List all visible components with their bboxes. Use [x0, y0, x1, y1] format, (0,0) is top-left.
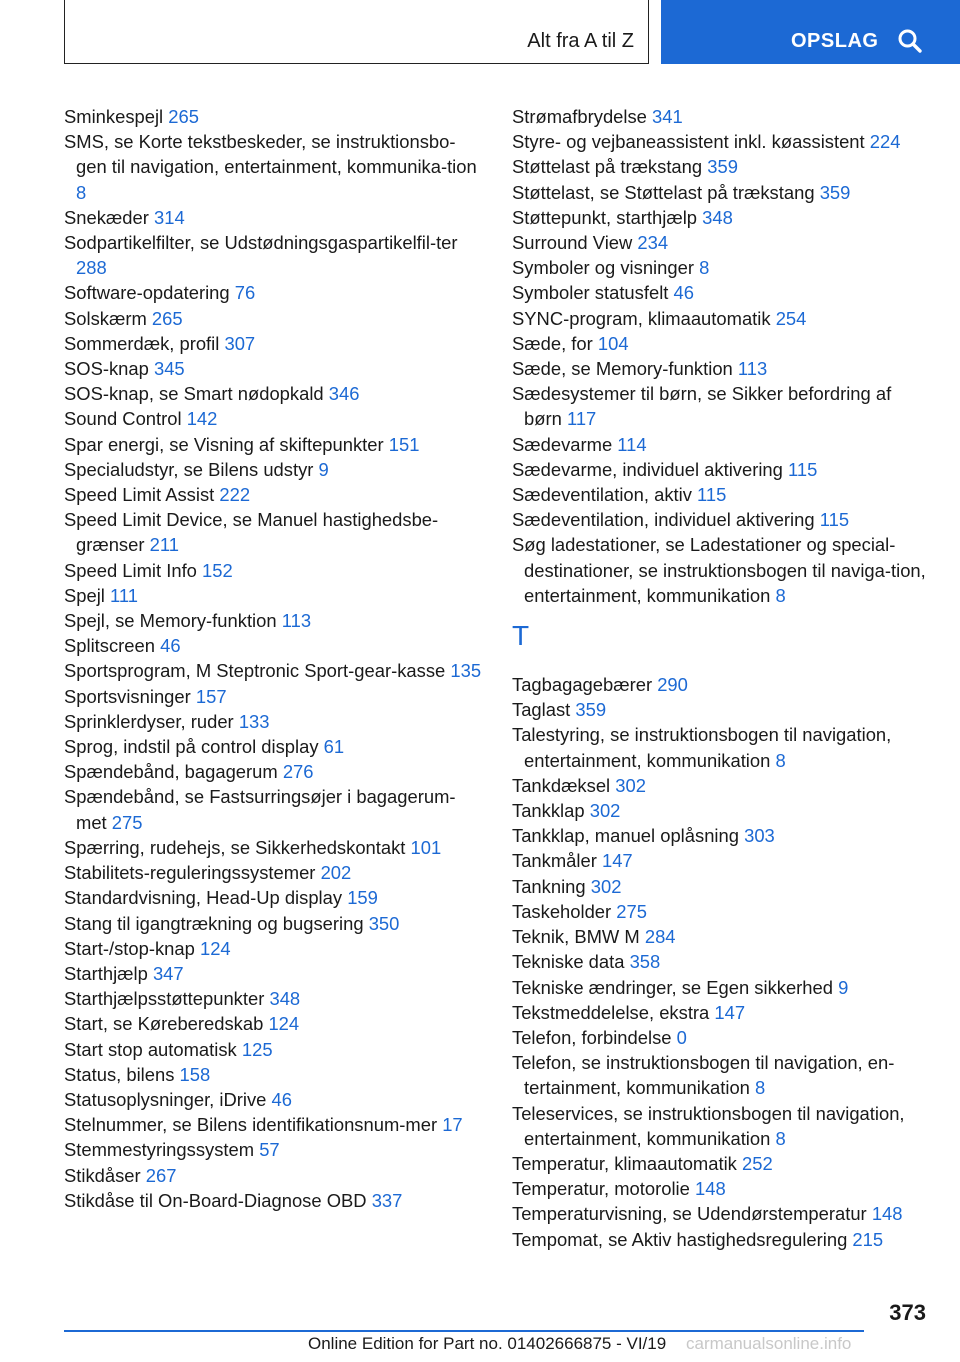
index-entry-text: Symboler statusfelt	[512, 282, 669, 304]
index-entry-text: Spændebånd, bagagerum	[64, 761, 278, 783]
index-entry	[64, 583, 484, 608]
index-entry-text: Sprog, indstil på control display	[64, 736, 319, 758]
index-entry-text: Start-/stop-knap	[64, 937, 195, 959]
page-link[interactable]: 359	[819, 181, 851, 203]
page-link[interactable]: 46	[673, 282, 694, 304]
index-entry-text: Spændebånd, se Fastsurringsøjer i bagagerum-met	[64, 786, 456, 833]
page-link[interactable]: 275	[111, 811, 143, 833]
page-link[interactable]: 284	[644, 926, 676, 948]
index-entry-text: SMS, se Korte tekstbeskeder, se instruktionsbo-gen til navigation, entertainment, kommunika-tion	[64, 131, 477, 178]
page-link[interactable]: 347	[152, 962, 184, 984]
index-entry-text: Temperatur, motorolie	[512, 1178, 690, 1200]
index-entry	[512, 1050, 932, 1100]
page-link[interactable]: 133	[238, 710, 270, 732]
page-link[interactable]: 9	[318, 458, 329, 480]
index-entry-text: Taglast	[512, 699, 571, 721]
index-group-t	[512, 672, 932, 1252]
index-entry	[64, 608, 484, 633]
index-entry	[64, 658, 484, 683]
index-entry	[64, 280, 484, 305]
index-entry	[512, 306, 932, 331]
page-link[interactable]: 17	[442, 1114, 463, 1136]
index-entry	[512, 180, 932, 205]
page-link[interactable]: 358	[629, 951, 661, 973]
page-link[interactable]: 135	[450, 660, 482, 682]
index-entry-text: Sminkespejl	[64, 106, 164, 127]
page-link[interactable]: 314	[153, 206, 185, 228]
index-entry-text: Stikdåse til On-Board-Diagnose OBD	[64, 1189, 367, 1211]
page-link[interactable]: 302	[615, 774, 646, 796]
page-link[interactable]: 303	[744, 825, 775, 847]
index-entry-text: Sædesystemer til børn, se Sikker befordring af børn	[512, 383, 892, 430]
page-link[interactable]: 345	[153, 358, 185, 380]
index-entry-text: Symboler og visninger	[512, 257, 694, 279]
page-link[interactable]: 234	[637, 232, 669, 254]
index-entry	[512, 899, 932, 924]
page-link[interactable]: 346	[328, 383, 360, 405]
index-entry-text: Sprinklerdyser, ruder	[64, 710, 234, 732]
index-entry	[64, 306, 484, 331]
tab-opslag[interactable]	[661, 0, 960, 64]
page-link[interactable]: 124	[268, 1013, 300, 1035]
page-link[interactable]: 267	[145, 1164, 177, 1186]
index-entry	[512, 1201, 932, 1226]
page-link[interactable]: 147	[714, 1001, 746, 1023]
page-link[interactable]: 113	[737, 358, 768, 380]
tab-alt-fra-a-til-z[interactable]	[64, 0, 649, 64]
index-entry-text: Sportsprogram, M Steptronic Sport-gear-kasse	[64, 660, 446, 682]
index-entry	[64, 1037, 484, 1062]
page-link[interactable]: 101	[410, 836, 442, 858]
index-entry	[64, 1087, 484, 1112]
index-entry	[64, 885, 484, 910]
index-entry-text: Snekæder	[64, 206, 149, 228]
page-link[interactable]: 224	[869, 131, 901, 153]
page-link[interactable]: 114	[617, 433, 647, 455]
page-link[interactable]: 337	[371, 1189, 403, 1211]
page-link[interactable]: 159	[347, 887, 378, 909]
index-entry	[64, 104, 484, 129]
index-entry-text: Spejl	[64, 584, 105, 606]
page-link[interactable]: 275	[616, 900, 647, 922]
index-entry	[512, 280, 932, 305]
page-link[interactable]: 151	[388, 433, 420, 455]
index-entry-text: Sound Control	[64, 408, 182, 430]
index-entry-text: Temperatur, klimaautomatik	[512, 1152, 737, 1174]
page-link[interactable]: 348	[269, 988, 301, 1010]
index-entry	[64, 911, 484, 936]
index-entry-text: Styre- og vejbaneassistent inkl. køassistent	[512, 131, 865, 153]
index-entry-text: Telefon, forbindelse	[512, 1026, 672, 1048]
index-entry	[512, 457, 932, 482]
index-entry-text: Status, bilens	[64, 1063, 175, 1085]
index-entry	[64, 558, 484, 583]
search-icon	[897, 28, 923, 54]
page-link[interactable]: 307	[224, 332, 256, 354]
index-entry-text: Stikdåser	[64, 1164, 141, 1186]
index-entry-text: Tankklap, manuel oplåsning	[512, 825, 739, 847]
page-link[interactable]: 211	[149, 534, 179, 556]
page-link[interactable]: 252	[742, 1152, 773, 1174]
index-entry	[64, 507, 484, 557]
index-entry-text: Sædeventilation, individuel aktivering	[512, 509, 815, 531]
index-entry-text: Start stop automatisk	[64, 1038, 237, 1060]
page-link[interactable]: 8	[76, 181, 87, 203]
page-link[interactable]: 111	[110, 584, 138, 606]
page-link[interactable]: 302	[589, 800, 621, 822]
page-link[interactable]: 158	[179, 1063, 211, 1085]
index-entry	[512, 331, 932, 356]
index-entry	[512, 104, 932, 129]
index-entry	[64, 684, 484, 709]
index-entry	[512, 205, 932, 230]
page-link[interactable]: 350	[368, 912, 400, 934]
index-entry	[512, 230, 932, 255]
index-entry-text: Støttelast på trækstang	[512, 156, 703, 178]
index-entry	[64, 1163, 484, 1188]
page-link[interactable]: 142	[186, 408, 218, 430]
index-entry-text: Sædevarme, individuel aktivering	[512, 458, 783, 480]
page-link[interactable]: 341	[652, 106, 683, 127]
index-entry	[64, 406, 484, 431]
index-entry	[512, 255, 932, 280]
index-entry	[512, 672, 932, 697]
page-link[interactable]: 8	[775, 1127, 786, 1149]
index-entry-text: Strømafbrydelse	[512, 106, 647, 127]
index-entry	[64, 129, 484, 205]
watermark-text: carmanualsonline.info	[686, 1334, 852, 1353]
index-entry-text: Tankning	[512, 875, 586, 897]
index-entry-text: Taskeholder	[512, 900, 612, 922]
index-entry	[64, 986, 484, 1011]
index-entry	[512, 823, 932, 848]
index-entry	[64, 860, 484, 885]
index-entry-text: Speed Limit Info	[64, 559, 197, 581]
index-entry	[512, 507, 932, 532]
index-entry-text: Splitscreen	[64, 635, 155, 657]
footer-divider	[64, 1330, 864, 1332]
page-link[interactable]: 8	[775, 584, 786, 606]
tab-opslag-label: OPSLAG	[791, 30, 879, 52]
page-link[interactable]: 104	[597, 332, 629, 354]
index-entry	[64, 835, 484, 860]
page-link[interactable]: 115	[788, 458, 818, 480]
index-entry	[64, 1188, 484, 1213]
index-entry	[512, 848, 932, 873]
page-link[interactable]: 115	[697, 484, 727, 506]
index-entry	[64, 936, 484, 961]
page-link[interactable]: 202	[320, 862, 352, 884]
page-link[interactable]: 8	[755, 1077, 766, 1099]
index-entry-text: Sportsvisninger	[64, 685, 191, 707]
index-entry	[512, 381, 932, 431]
page-header	[0, 0, 960, 70]
index-entry	[512, 1227, 932, 1252]
index-entry-text: SYNC-program, klimaautomatik	[512, 307, 771, 329]
index-entry-text: Tankmåler	[512, 850, 597, 872]
index-entry	[512, 798, 932, 823]
index-entry	[64, 381, 484, 406]
index-entry	[64, 961, 484, 986]
page-link[interactable]: 148	[871, 1203, 903, 1225]
index-group-s-continued	[512, 104, 932, 608]
index-entry-text: Stelnummer, se Bilens identifikationsnum-mer	[64, 1114, 438, 1136]
index-entry	[64, 709, 484, 734]
page-link[interactable]: 290	[657, 674, 688, 696]
section-letter-t: T	[512, 620, 530, 652]
index-entry-text: Surround View	[512, 232, 633, 254]
index-entry	[512, 1101, 932, 1151]
index-entry-text: Talestyring, se instruktionsbogen til navigation, entertainment, kommunikation	[512, 724, 892, 771]
page-link[interactable]: 157	[195, 685, 227, 707]
index-entry	[64, 432, 484, 457]
index-entry-text: Søg ladestationer, se Ladestationer og special-destinationer, se instruktionsbogen til naviga-tion, entertainment, kommunikation	[512, 534, 926, 606]
index-entry	[64, 1112, 484, 1137]
index-entry-text: Tankklap	[512, 800, 585, 822]
page-link[interactable]: 9	[838, 976, 849, 998]
index-entry	[64, 331, 484, 356]
index-entry	[64, 759, 484, 784]
index-entry-text: Start, se Køreberedskab	[64, 1013, 264, 1035]
index-column-left	[64, 104, 484, 1213]
index-entry	[64, 457, 484, 482]
page-link[interactable]: 8	[699, 257, 710, 279]
page-link[interactable]: 113	[281, 610, 312, 632]
index-entry-text: Tekniske data	[512, 951, 625, 973]
page-link[interactable]: 359	[575, 699, 607, 721]
page-link[interactable]: 147	[601, 850, 633, 872]
index-entry-text: Sodpartikelfilter, se Udstødningsgaspartikelfil-ter	[64, 232, 458, 254]
page-link[interactable]: 152	[202, 559, 233, 581]
index-entry-text: Speed Limit Assist	[64, 484, 215, 506]
index-entry-text: Tekstmeddelelse, ekstra	[512, 1001, 710, 1023]
index-entry-text: Specialudstyr, se Bilens udstyr	[64, 458, 314, 480]
index-column-right	[512, 104, 932, 1252]
page-link[interactable]: 76	[234, 282, 256, 304]
index-entry-text: Speed Limit Device, se Manuel hastighedsbe-grænser	[64, 509, 439, 556]
index-entry	[64, 230, 484, 280]
page-link[interactable]: 359	[707, 156, 738, 178]
index-entry-text: Starthjælpsstøttepunkter	[64, 988, 265, 1010]
index-entry-text: Teknik, BMW M	[512, 926, 640, 948]
index-entry-text: Statusoplysninger, iDrive	[64, 1088, 267, 1110]
index-entry-text: Tekniske ændringer, se Egen sikkerhed	[512, 976, 833, 998]
index-entry-text: Temperaturvisning, se Udendørstemperatur	[512, 1203, 867, 1225]
index-entry-text: Støttepunkt, starthjælp	[512, 206, 698, 228]
index-entry-text: Starthjælp	[64, 962, 148, 984]
page-link[interactable]: 148	[694, 1178, 726, 1200]
index-entry-text: Sædevarme	[512, 433, 613, 455]
page-link[interactable]: 265	[168, 106, 199, 127]
index-entry-text: SOS-knap, se Smart nødopkald	[64, 383, 324, 405]
index-entry-text: Software-opdatering	[64, 282, 230, 304]
index-entry-text: Spar energi, se Visning af skiftepunkter	[64, 433, 384, 455]
index-entry	[64, 482, 484, 507]
index-entry-text: Stemmestyringssystem	[64, 1139, 255, 1161]
index-entry	[64, 1062, 484, 1087]
page-link[interactable]: 215	[852, 1228, 884, 1250]
index-entry	[512, 356, 932, 381]
index-entry	[512, 1000, 932, 1025]
page-link[interactable]: 57	[259, 1139, 280, 1161]
index-entry-text: Sædeventilation, aktiv	[512, 484, 692, 506]
index-entry-text: Stabilitets-reguleringssystemer	[64, 862, 316, 884]
index-entry	[64, 356, 484, 381]
index-entry-text: Standardvisning, Head-Up display	[64, 887, 343, 909]
index-entry-text: Solskærm	[64, 307, 147, 329]
index-entry	[512, 975, 932, 1000]
page-link[interactable]: 222	[219, 484, 251, 506]
index-entry	[512, 482, 932, 507]
index-entry	[64, 734, 484, 759]
index-entry	[512, 129, 932, 154]
index-entry	[512, 1176, 932, 1201]
index-entry	[512, 532, 932, 608]
index-entry	[512, 722, 932, 772]
page-link[interactable]: 348	[702, 206, 733, 228]
tab-az-label: Alt fra A til Z	[527, 30, 634, 52]
index-entry	[512, 924, 932, 949]
page-link[interactable]: 46	[160, 635, 181, 657]
index-entry	[64, 784, 484, 834]
index-entry-text: Tempomat, se Aktiv hastighedsregulering	[512, 1228, 848, 1250]
page-link[interactable]: 0	[676, 1026, 687, 1048]
index-entry-text: Tankdæksel	[512, 774, 611, 796]
index-entry	[512, 1151, 932, 1176]
index-entry	[64, 205, 484, 230]
index-entry	[64, 1137, 484, 1162]
page-link[interactable]: 117	[566, 408, 597, 430]
page-link[interactable]: 46	[271, 1088, 292, 1110]
page-link[interactable]: 8	[775, 749, 786, 771]
index-entry-text: Sæde, se Memory-funktion	[512, 358, 733, 380]
index-entry-text: SOS-knap	[64, 358, 149, 380]
index-entry-text: Telefon, se instruktionsbogen til navigation, en-tertainment, kommunikation	[512, 1052, 895, 1099]
edition-text: Online Edition for Part no. 01402666875 - VI/19	[308, 1334, 667, 1353]
index-entry	[512, 154, 932, 179]
index-entry-text: Stang til igangtrækning og bugsering	[64, 912, 364, 934]
page-link[interactable]: 276	[282, 761, 314, 783]
page-link[interactable]: 124	[199, 937, 231, 959]
index-entry	[512, 874, 932, 899]
index-entry-text: Spærring, rudehejs, se Sikkerhedskontakt	[64, 836, 406, 858]
index-entry-text: Spejl, se Memory-funktion	[64, 610, 277, 632]
page-link[interactable]: 115	[819, 509, 850, 531]
index-entry	[64, 633, 484, 658]
page-link[interactable]: 288	[76, 257, 107, 279]
index-entry-text: Teleservices, se instruktionsbogen til navigation, entertainment, kommunikation	[512, 1102, 905, 1149]
page-link[interactable]: 125	[241, 1038, 273, 1060]
page-link[interactable]: 302	[590, 875, 622, 897]
page-link[interactable]: 61	[323, 736, 345, 758]
index-entry	[512, 773, 932, 798]
index-entry	[512, 432, 932, 457]
page-number: 373	[889, 1300, 926, 1325]
index-entry	[512, 949, 932, 974]
index-entry-text: Tagbagagebærer	[512, 674, 653, 696]
page-link[interactable]: 254	[775, 307, 807, 329]
index-entry-text: Støttelast, se Støttelast på trækstang	[512, 181, 815, 203]
page-link[interactable]: 265	[151, 307, 183, 329]
index-entry	[512, 697, 932, 722]
index-entry-text: Sommerdæk, profil	[64, 332, 220, 354]
index-entry-text: Sæde, for	[512, 332, 593, 354]
index-entry	[64, 1011, 484, 1036]
index-entry	[512, 1025, 932, 1050]
